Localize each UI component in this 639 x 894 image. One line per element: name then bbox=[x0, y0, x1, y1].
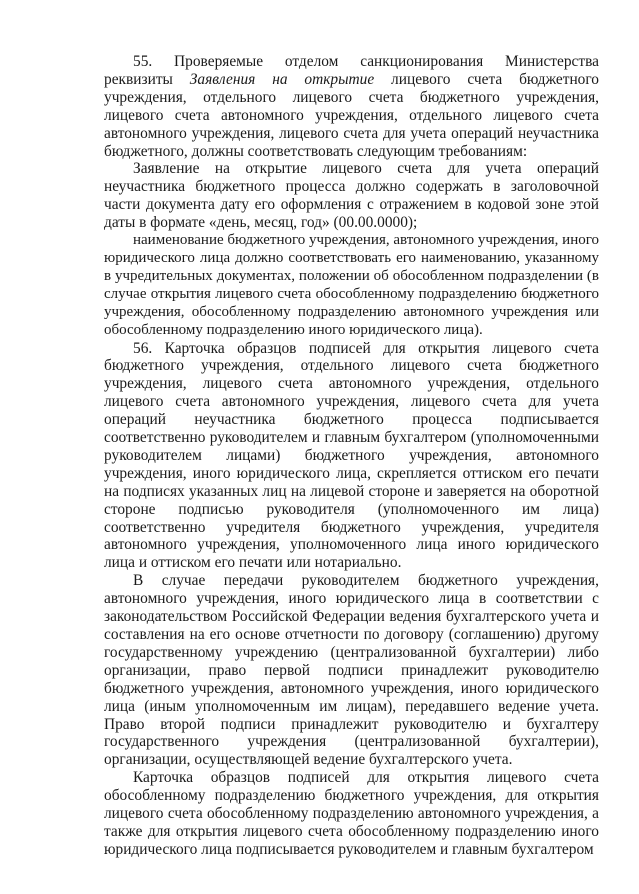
paragraph-56-branch: Карточка образцов подписей для открытия лицевого счета обособленному подразделению бюджетного учреждения, для открытия лицевого счета обособленному подразделению автономного учреждения, а также для открытия лицевого счета обособленному подразделению иного юридического лица подписывается руководителем и главным бухгалтером bbox=[104, 769, 599, 858]
paragraph-55-lead: 55. Проверяемые отделом санкционирования Министерства реквизиты bbox=[104, 53, 599, 88]
paragraph-55-tail: лицевого счета бюджетного учреждения, отдельного лицевого счета бюджетного учреждения, лицевого счета автономного учреждения, отдельного лицевого счета автономного учреждения, лицевого счета для учета операций неучастника бюджетного, должны соответствовать следующим требованиям: bbox=[104, 70, 599, 160]
paragraph-55-italic: Заявления на открытие bbox=[189, 70, 375, 88]
paragraph-56: 56. Карточка образцов подписей для открытия лицевого счета бюджетного учреждения, отдельного лицевого счета бюджетного учреждения, лицевого счета автономного учреждения, отдельного лицевого счета автономного учреждения, лицевого счета для учета операций неучастника бюджетного процесса подписывается соответственно руководителем и главным бухгалтером (уполномоченными руководителем лицами) бюджетного учреждения, автономного учреждения, иного юридического лица, скрепляется оттиском его печати на подписях указанных лиц на лицевой стороне и заверяется на оборотной стороне подписью руководителя (уполномоченного им лица) соответственно учредителя бюджетного учреждения, учредителя автономного учреждения, уполномоченного лица иного юридического лица и оттиском его печати или нотариально. bbox=[104, 339, 599, 572]
paragraph-55 bbox=[104, 53, 599, 160]
paragraph-55-name-requirement: наименование бюджетного учреждения, автономного учреждения, иного юридического лица должно соответствовать его наименованию, указанному в учредительных документах, положении об обособленном подразделении (в случае открытия лицевого счета обособленному подразделению бюджетного учреждения, обособленному подразделению автономного учреждения или обособленному подразделению иного юридического лица). bbox=[104, 232, 600, 338]
paragraph-56-transfer: В случае передачи руководителем бюджетного учреждения, автономного учреждения, иного юридического лица в соответствии с законодательством Российской Федерации ведения бухгалтерского учета и составления на его основе отчетности по договору (соглашению) другому государственному учреждению (централизованной бухгалтерии) либо организации, право первой подписи принадлежит руководителю бюджетного учреждения, автономного учреждения, иного юридического лица (иным уполномоченным им лицам), передавшего ведение учета. Право второй подписи принадлежит руководителю и бухгалтеру государственного учреждения (централизованной бухгалтерии), организации, осуществляющей ведение бухгалтерского учета. bbox=[104, 572, 599, 769]
paragraph-55-date-requirement: Заявление на открытие лицевого счета для учета операций неучастника бюджетного процесса должно содержать в заголовочной части документа дату его оформления с отражением в кодовой зоне этой даты в формате «день, месяц, год» (00.00.0000); bbox=[104, 160, 599, 232]
